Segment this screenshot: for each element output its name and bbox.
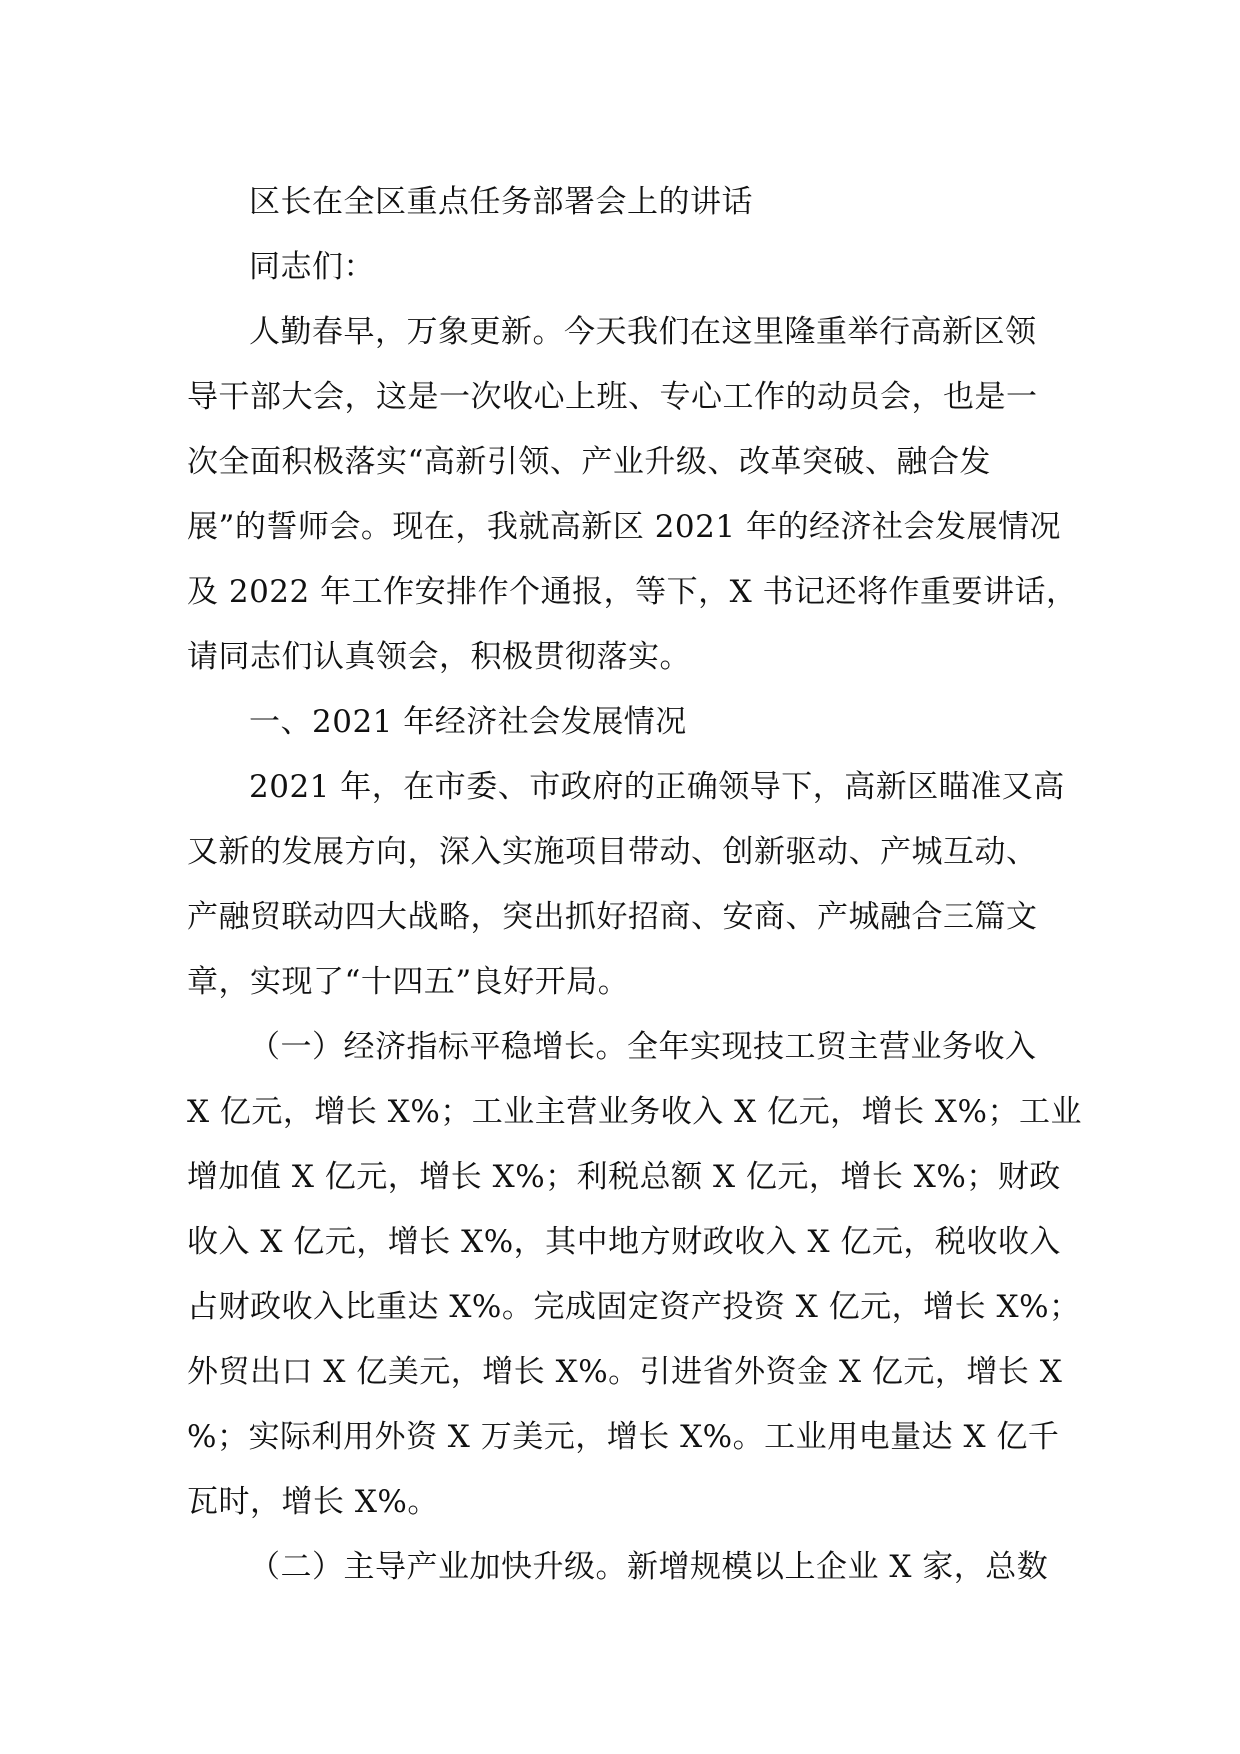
text-line: 占财政收入比重达 X%。完成固定资产投资 X 亿元，增长 X%；	[187, 1289, 1081, 1325]
paragraph-section-1-summary	[187, 755, 1065, 1015]
paragraph-subsection-1	[187, 1015, 1082, 1535]
text-line: 人勤春早，万象更新。今天我们在这里隆重举行高新区领	[249, 314, 1037, 350]
text-line: X 亿元，增长 X%；工业主营业务收入 X 亿元，增长 X%；工业	[187, 1094, 1082, 1130]
paragraph-subsection-2	[187, 1535, 1057, 1600]
text-line: 2021 年，在市委、市政府的正确领导下，高新区瞄准又高	[249, 769, 1065, 805]
section-1-heading	[187, 690, 1057, 755]
text-line: 展”的誓师会。现在，我就高新区 2021 年的经济社会发展情况	[187, 509, 1061, 545]
text-line: 次全面积极落实“高新引领、产业升级、改革突破、融合发	[187, 444, 991, 480]
text-line: 章，实现了“十四五”良好开局。	[187, 964, 630, 1000]
paragraph-intro	[187, 300, 1078, 690]
text-line: 瓦时，增长 X%。	[187, 1484, 439, 1520]
text-line: 及 2022 年工作安排作个通报，等下，X 书记还将作重要讲话，	[187, 574, 1078, 610]
text-line: 又新的发展方向，深入实施项目带动、创新驱动、产城互动、	[187, 834, 1038, 870]
text-line: 请同志们认真领会，积极贯彻落实。	[187, 639, 691, 675]
text-line: %；实际利用外资 X 万美元，增长 X%。工业用电量达 X 亿千	[187, 1419, 1060, 1455]
text-line: 增加值 X 亿元，增长 X%；利税总额 X 亿元，增长 X%；财政	[187, 1159, 1061, 1195]
salutation: 同志们：	[249, 249, 375, 285]
text-line: 收入 X 亿元，增长 X%，其中地方财政收入 X 亿元，税收收入	[187, 1224, 1061, 1260]
text-line: 外贸出口 X 亿美元，增长 X%。引进省外资金 X 亿元，增长 X	[187, 1354, 1063, 1390]
text-line: 一、2021 年经济社会发展情况	[249, 704, 687, 740]
document-title: 区长在全区重点任务部署会上的讲话	[249, 184, 753, 220]
text-line: 产融贸联动四大战略，突出抓好招商、安商、产城融合三篇文	[187, 899, 1038, 935]
text-line: （二）主导产业加快升级。新增规模以上企业 X 家，总数	[249, 1549, 1049, 1585]
text-line: （一）经济指标平稳增长。全年实现技工贸主营业务收入	[249, 1029, 1037, 1065]
document-body	[187, 170, 1082, 1600]
text-line: 导干部大会，这是一次收心上班、专心工作的动员会，也是一	[187, 379, 1038, 415]
